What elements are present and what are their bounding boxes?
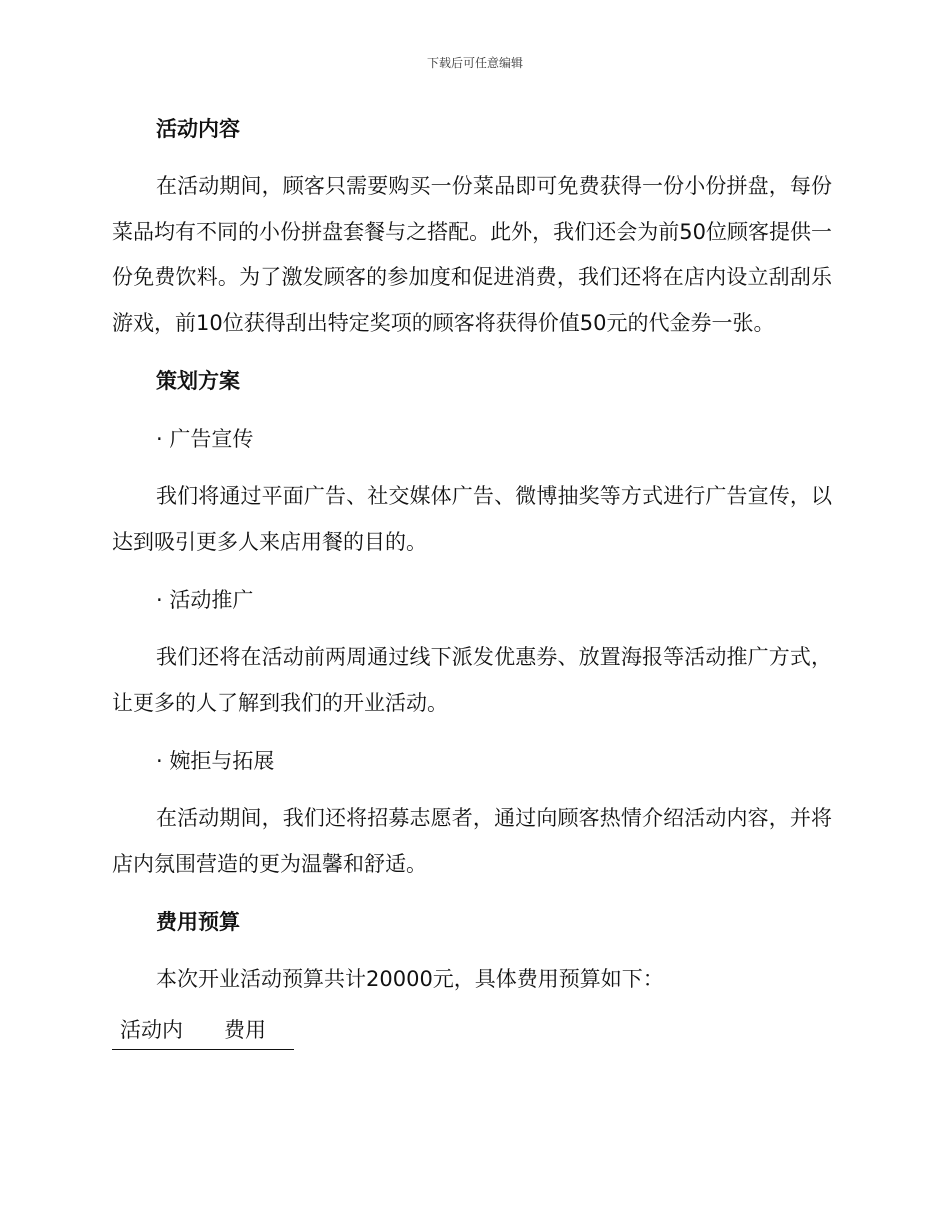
plan-bullet-expansion: · 婉拒与拓展: [156, 749, 275, 773]
budget-table-header-row: [112, 1015, 294, 1050]
section-title-plan: 策划方案: [156, 369, 240, 393]
section-title-activity-content: 活动内容: [156, 117, 240, 141]
budget-paragraph: 本次开业活动预算共计20000元，具体费用预算如下：: [156, 967, 664, 991]
activity-content-paragraph: 在活动期间，顾客只需要购买一份菜品即可免费获得一份小份拼盘，每份菜品均有不同的小份拼盘套餐与之搭配。此外，我们还会为前50位顾客提供一份免费饮料。为了激发顾客的参加度和促进消费，我们还将在店内设立刮刮乐游戏，前10位获得刮出特定奖项的顾客将获得价值50元的代金券一张。: [112, 174, 832, 335]
plan-bullet-promotion: · 活动推广: [156, 588, 254, 612]
plan-paragraph-promotion: 我们还将在活动前两周通过线下派发优惠券、放置海报等活动推广方式，让更多的人了解到我们的开业活动。: [112, 645, 832, 715]
plan-paragraph-expansion: 在活动期间，我们还将招募志愿者，通过向顾客热情介绍活动内容，并将店内氛围营造的更为温馨和舒适。: [112, 806, 832, 876]
budget-table-header-cost: 费用: [214, 1015, 294, 1050]
section-title-budget: 费用预算: [156, 910, 240, 934]
budget-table: [112, 1015, 294, 1050]
plan-bullet-advertising: · 广告宣传: [156, 427, 254, 451]
budget-table-header-activity: 活动内: [112, 1015, 214, 1050]
document-body: [112, 106, 832, 1050]
page-header-note: 下载后可任意编辑: [426, 56, 523, 70]
plan-paragraph-advertising: 我们将通过平面广告、社交媒体广告、微博抽奖等方式进行广告宣传，以达到吸引更多人来店用餐的目的。: [112, 484, 832, 554]
